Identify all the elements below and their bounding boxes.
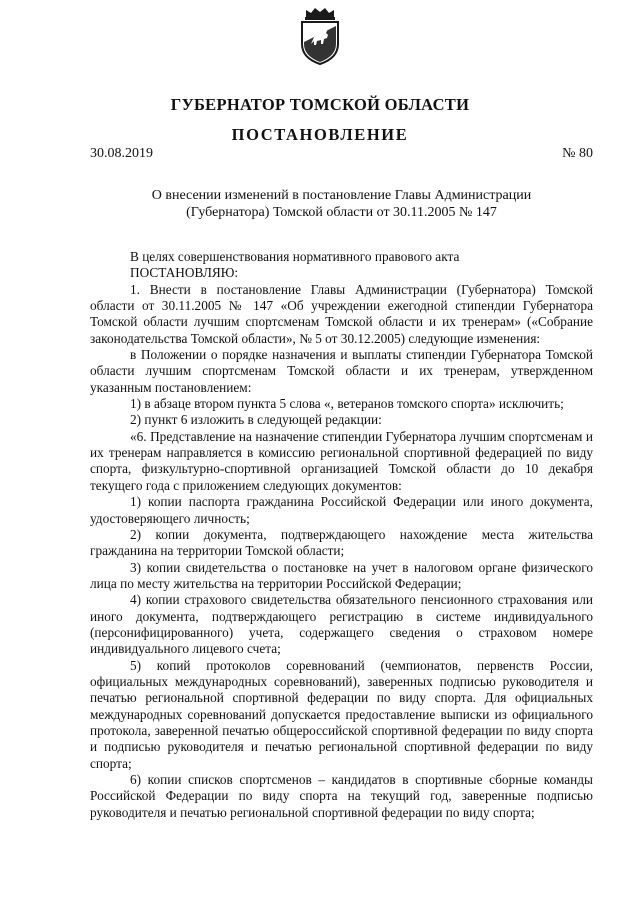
- subject-line: (Губернатора) Томской области от 30.11.2005 № 147: [186, 205, 497, 220]
- list-item: 2) копии документа, подтверждающего нахождение места жительства гражданина на территории Томской области;: [90, 526, 593, 559]
- paragraph-amendment-2: 2) пункт 6 изложить в следующей редакции:: [130, 412, 382, 428]
- document-body: [90, 249, 593, 821]
- paragraph-amendment-1: 1) в абзаце втором пункта 5 слова «, ветеранов томского спорта» исключить;: [130, 396, 564, 412]
- document-number: № 80: [562, 146, 593, 161]
- paragraph-preamble: В целях совершенствования нормативного правового акта: [130, 249, 460, 264]
- coat-of-arms-icon: [297, 6, 343, 66]
- paragraph-amendment-intro: в Положении о порядке назначения и выплаты стипендии Губернатора Томской области лучшим спортсменам Томской области и их тренерам, утвержденном указанным постановлением:: [90, 347, 593, 395]
- list-item: 4) копии страхового свидетельства обязательного пенсионного страхования или иного документа, подтверждающего регистрацию в системе индивидуального (персонифицированного) учета, содержащего сведения о страховом номере индивидуального лицевого счета;: [90, 592, 593, 657]
- paragraph-item-6: «6. Представление на назначение стипендии Губернатора лучшим спортсменам и их тренерам направляется в комиссию региональной спортивной федерацией по виду спорта, физкультурно-спортивной организацией Томской области до 10 декабря текущего года с приложением следующих документов:: [90, 428, 593, 493]
- list-item: 5) копий протоколов соревнований (чемпионатов, первенств России, официальных международных соревнований), заверенных подписью руководителя и печатью региональной спортивной федерации по виду спорта. Для официальных международных соревнований допускается предоставление выписки из официального протокола, заверенной печатью общероссийской спортивной федерации по виду спорта и подписью руководителя и печатью региональной спортивной федерации по виду спорта;: [90, 657, 593, 771]
- subject-line: О внесении изменений в постановление Главы Администрации: [151, 188, 532, 203]
- list-item: 6) копии списков спортсменов – кандидатов в спортивные сборные команды Российской Федерации по виду спорта на текущий год, заверенные подписью руководителя и печатью региональной спортивной федерации по виду спорта;: [90, 772, 593, 820]
- list-item: 3) копии свидетельства о постановке на учет в налоговом органе физического лица по месту жительства на территории Российской Федерации;: [90, 559, 593, 591]
- document-date: 30.08.2019: [90, 146, 153, 161]
- list-item: 1) копии паспорта гражданина Российской Федерации или иного документа, удостоверяющего личность;: [90, 494, 593, 526]
- issuing-authority: ГУБЕРНАТОР ТОМСКОЙ ОБЛАСТИ: [170, 95, 470, 114]
- document-type: ПОСТАНОВЛЕНИЕ: [231, 125, 409, 144]
- paragraph-clause-1: 1. Внести в постановление Главы Администрации (Губернатора) Томской области от 30.11.2005 № 147 «Об учреждении ежегодной стипендии Губернатора Томской области лучшим спортсменам Томской области и их тренерам» («Собрание законодательства Томской области», № 5 от 30.12.2005) следующие изменения:: [90, 281, 593, 346]
- document-subject: [90, 187, 593, 221]
- paragraph-resolve: ПОСТАНОВЛЯЮ:: [130, 265, 239, 281]
